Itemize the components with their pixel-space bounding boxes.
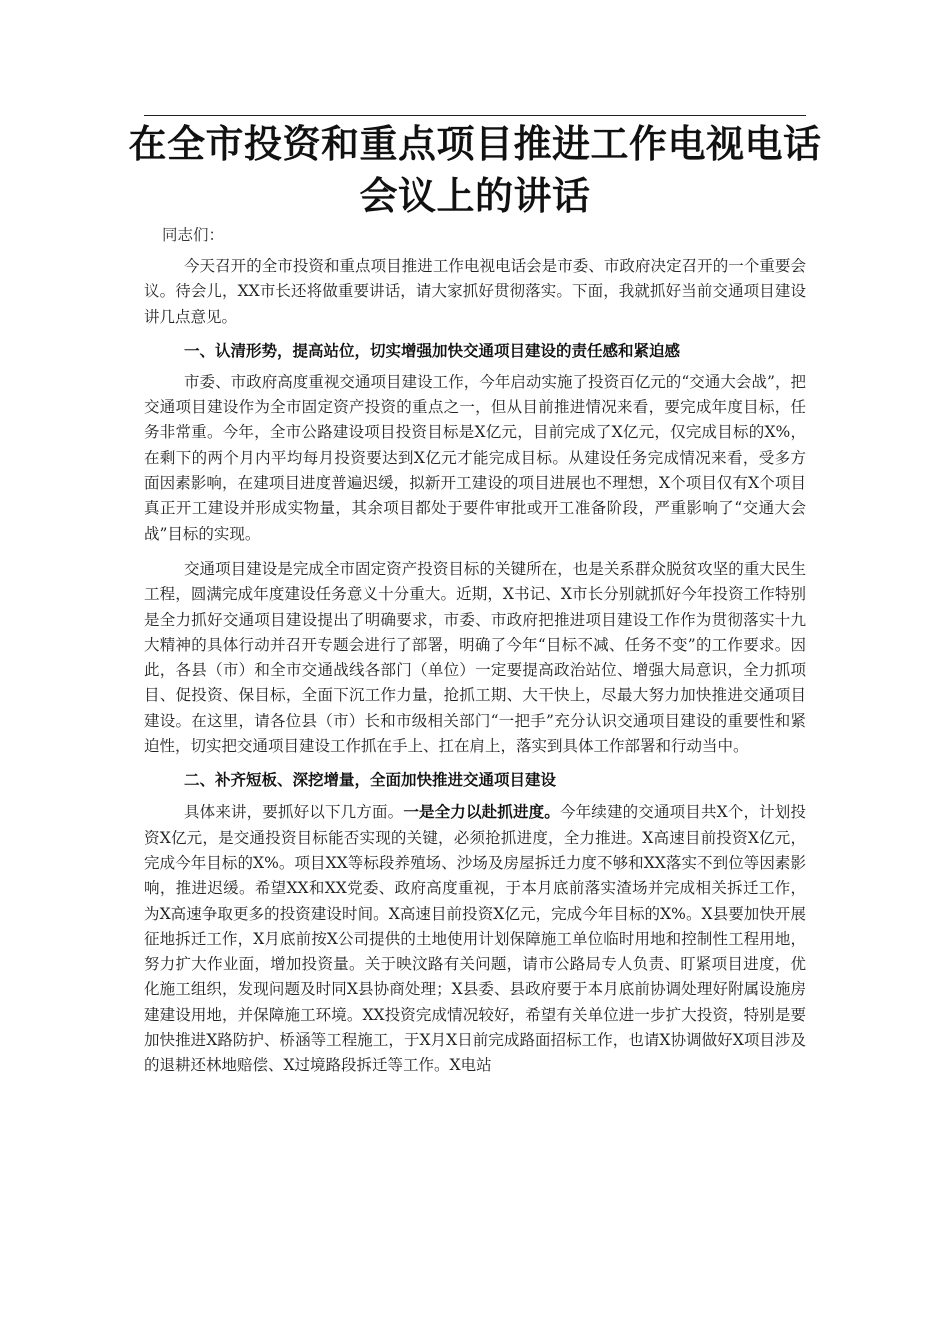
- section-2-emphasis: 一是全力以赴抓进度。: [403, 802, 560, 822]
- title-line-2: 会议上的讲话: [359, 173, 591, 218]
- section-2-lead-text: 具体来讲，要抓好以下几方面。: [184, 803, 404, 822]
- section-2-body-text: 今年续建的交通项目共X个，计划投资X亿元，是交通投资目标能否实现的关键，必须抢抓进度，全力推进。X高速目前投资X亿元，完成今年目标的X%。项目XX等标段养殖场、沙场及房屋拆迁力度不够和XX落实不到位等因素影响，推进迟缓。希望XX和XX党委、政府高度重视，于本月底前落实渣场并完成相关拆迁工作，为X高速争取更多的投资建设时间。X高速目前投资X亿元，完成今年目标的X%。X县要加快开展征地拆迁工作，X月底前按X公司提供的土地使用计划保障施工单位临时用地和控制性工程用地，努力扩大作业面，增加投资量。关于映汶路有关问题，请市公路局专人负责、盯紧项目进度，优化施工组织，发现问题及时同X县协商处理；X县委、县政府要于本月底前协调处理好附属设施房建建设用地，并保障施工环境。XX投资完成情况较好，希望有关单位进一步扩大投资，特别是要加快推进X路防护、桥涵等工程施工，于X月X日前完成路面招标工作，也请X协调做好X项目涉及的退耕还林地赔偿、X过境路段拆迁等工作。X电站: [144, 803, 806, 1075]
- document-title: [120, 118, 830, 222]
- section-1-paragraph-1: 市委、市政府高度重视交通项目建设工作，今年启动实施了投资百亿元的“交通大会战”，把交通项目建设作为全市固定资产投资的重点之一，但从目前推进情况来看，要完成年度目标，任务非常重。今年，全市公路建设项目投资目标是X亿元，目前完成了X亿元，仅完成目标的X%，在剩下的两个月内平均每月投资要达到X亿元才能完成目标。从建设任务完成情况来看，受多方面因素影响，在建项目进度普遍迟缓，拟新开工建设的项目进展也不理想，X个项目仅有X个项目真正开工建设并形成实物量，其余项目都处于要件审批或开工准备阶段，严重影响了“交通大会战”目标的实现。: [144, 372, 806, 543]
- header-rule: [144, 115, 806, 116]
- section-1-heading: 一、认清形势，提高站位，切实增强加快交通项目建设的责任感和紧迫感: [184, 341, 681, 360]
- intro-paragraph: 今天召开的全市投资和重点项目推进工作电视电话会是市委、市政府决定召开的一个重要会议。待会儿，XX市长还将做重要讲话，请大家抓好贯彻落实。下面，我就抓好当前交通项目建设讲几点意见。: [144, 257, 806, 326]
- section-1-paragraph-2: 交通项目建设是完成全市固定资产投资目标的关键所在，也是关系群众脱贫攻坚的重大民生工程，圆满完成年度建设任务意义十分重大。近期，X书记、X市长分别就抓好今年投资工作特别是全力抓好交通项目建设提出了明确要求，市委、市政府把推进项目建设工作作为贯彻落实十九大精神的具体行动并召开专题会进行了部署，明确了今年“目标不减、任务不变”的工作要求。因此，各县（市）和全市交通战线各部门（单位）一定要提高政治站位、增强大局意识，全力抓项目、促投资、保目标，全面下沉工作力量，抢抓工期、大干快上，尽最大努力加快推进交通项目建设。在这里，请各位县（市）长和市级相关部门“一把手”充分认识交通项目建设的重要性和紧迫性，切实把交通项目建设工作抓在手上、扛在肩上，落实到具体工作部署和行动当中。: [144, 559, 806, 756]
- salutation: 同志们：: [162, 226, 225, 244]
- title-line-1: 在全市投资和重点项目推进工作电视电话: [128, 121, 822, 166]
- document-body: [144, 222, 806, 1079]
- section-2-heading: 二、补齐短板、深挖增量，全面加快推进交通项目建设: [184, 771, 557, 790]
- section-2-paragraph-1: [144, 799, 806, 1078]
